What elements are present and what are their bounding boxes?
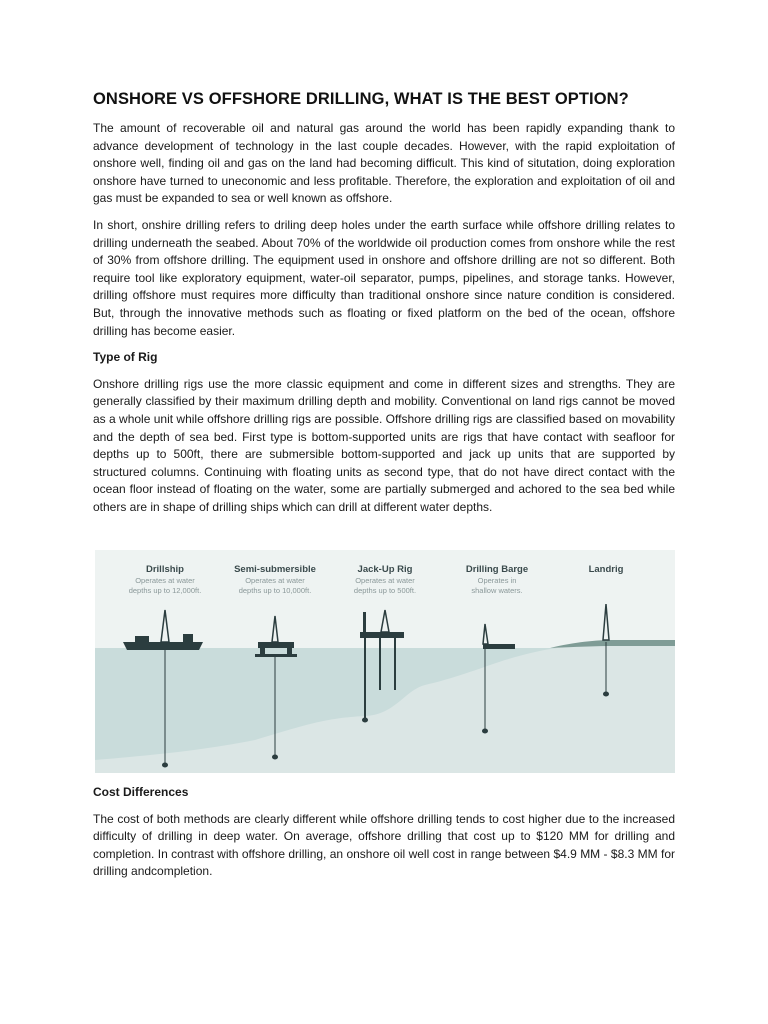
rig-caption-jack-up-1: Operates at water bbox=[355, 576, 415, 585]
rig-label-landrig: Landrig bbox=[588, 564, 624, 575]
rig-caption-drillship-1: Operates at water bbox=[135, 576, 195, 585]
rig-caption-drilling-barge-1: Operates in bbox=[477, 576, 517, 585]
rig-caption-semi-submersible-1: Operates at water bbox=[245, 576, 305, 585]
rig-label-jack-up: Jack-Up Rig bbox=[357, 564, 413, 575]
rig-types-svg bbox=[95, 550, 675, 773]
rig-caption-semi-submersible-2: depths up to 10,000ft. bbox=[238, 586, 312, 595]
intro-paragraph-2: In short, onshire drilling refers to driling deep holes under the earth surface while offshore drilling relates to drilling underneath the seabed. About 70% of the worldwide oil production comes from onshore while the rest of 30% from offshore drilling. The equipment used in onshore and offshore drilling are not so different. Both require tool like exploratory equipment, water-oil separator, pumps, pipelines, and storage tanks. However, drilling offshore must requires more difficulty than traditional onshore since nature condition is considered. But, through the innovative methods such as floating or fixed platform on the bed of the ocean, offshore drilling has become easier. bbox=[93, 217, 675, 338]
rig-section-paragraph: Onshore drilling rigs use the more classic equipment and come in different sizes and strengths. They are generally classified by their maximum drilling depth and mobility. Conventional on land rigs cannot be moved as a whole unit while offshore drilling rigs are possible. Offshore drilling rigs are classified based on movability and the depth of sea bed. First type is bottom-supported units are rigs that have contact with seafloor for depths up to 500ft, there are submersible bottom-supported and jack up units that are supported by structured columns. Continuing with floating units as second type, that do not have direct contact with the ocean floor instead of floating on the water, some are partially submerged and achored to the sea bed while others are in shape of drilling ships which can drill at different water depths. bbox=[93, 376, 675, 514]
rig-caption-jack-up-2: depths up to 500ft. bbox=[353, 586, 417, 595]
cost-section-paragraph: The cost of both methods are clearly different while offshore drilling tends to cost higher due to the increased difficulty of drilling in deep water. On average, offshore drilling that cost up to $120 MM for drilling and completion. In contrast with offshore drilling, an onshore oil well cost in range between $4.9 MM - $8.3 MM for drilling andcompletion. bbox=[93, 811, 675, 879]
rig-label-semi-submersible: Semi-submersible bbox=[234, 564, 316, 575]
rig-label-drilling-barge: Drilling Barge bbox=[465, 564, 529, 575]
rig-section-heading: Type of Rig bbox=[93, 350, 158, 365]
rig-types-illustration bbox=[95, 550, 675, 773]
rig-caption-drilling-barge-2: shallow waters. bbox=[471, 586, 523, 595]
cost-section bbox=[93, 784, 675, 890]
rig-label-drillship: Drillship bbox=[145, 564, 185, 575]
cost-section-heading: Cost Differences bbox=[93, 785, 189, 799]
article-body bbox=[93, 90, 675, 525]
rig-caption-drillship-2: depths up to 12,000ft. bbox=[128, 586, 202, 595]
page-title: ONSHORE VS OFFSHORE DRILLING, WHAT IS THE BEST OPTION? bbox=[93, 90, 629, 108]
intro-paragraph-1: The amount of recoverable oil and natural gas around the world has been rapidly expanding thank to advance development of technology in the last couple decades. However, with the rapid exploitation of onshore well, finding oil and gas on the land had becoming difficult. This kind of situtation, doing exploration onshore have turned to uneconomic and less profitable. Therefore, the exploration and exploitation of oil and gas must be expanded to sea or well known as offshore. bbox=[93, 121, 675, 206]
